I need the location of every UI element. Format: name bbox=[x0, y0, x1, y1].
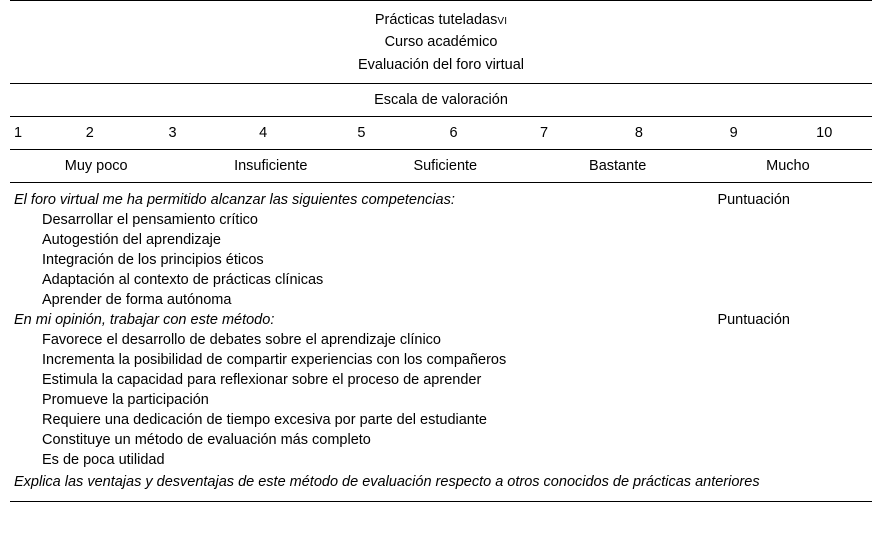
scale-label-suficiente: Suficiente bbox=[413, 158, 478, 175]
title-line-1 bbox=[10, 9, 872, 31]
scale-label-bastante: Bastante bbox=[589, 158, 647, 175]
list-item[interactable]: Integración de los principios éticos bbox=[42, 252, 264, 269]
scale-number-1[interactable]: 1 bbox=[14, 125, 23, 142]
scale-labels-row bbox=[10, 150, 872, 182]
list-item[interactable]: Constituye un método de evaluación más completo bbox=[42, 432, 371, 449]
section-heading bbox=[10, 190, 872, 210]
scale-number-2[interactable]: 2 bbox=[85, 125, 94, 142]
scale-number-4[interactable]: 4 bbox=[259, 125, 268, 142]
list-item[interactable]: Favorece el desarrollo de debates sobre el aprendizaje clínico bbox=[42, 332, 441, 349]
section-competencias bbox=[10, 190, 872, 310]
title-line-3: Evaluación del foro virtual bbox=[357, 56, 525, 73]
scale-heading: Escala de valoración bbox=[374, 92, 508, 109]
section-score-label: Puntuación bbox=[717, 312, 790, 329]
scale-number-8[interactable]: 8 bbox=[634, 125, 643, 142]
form-title-block bbox=[10, 1, 872, 83]
scale-label-muy-poco: Muy poco bbox=[64, 158, 128, 175]
title-main: Prácticas tuteladas bbox=[374, 12, 498, 28]
section-opinion bbox=[10, 310, 872, 470]
section-heading bbox=[10, 310, 872, 330]
bottom-border bbox=[10, 501, 872, 502]
scale-numbers-row bbox=[10, 117, 872, 149]
list-item[interactable]: Aprender de forma autónoma bbox=[42, 292, 232, 309]
list-item[interactable]: Incrementa la posibilidad de compartir experiencias con los compañeros bbox=[42, 352, 507, 369]
title-superscript: VI bbox=[497, 16, 508, 27]
list-item[interactable]: Estimula la capacidad para reflexionar sobre el proceso de aprender bbox=[42, 372, 482, 389]
scale-number-6[interactable]: 6 bbox=[449, 125, 458, 142]
title-line-2: Curso académico bbox=[384, 34, 498, 51]
scale-label-insuficiente: Insuficiente bbox=[234, 158, 308, 175]
scale-number-9[interactable]: 9 bbox=[729, 125, 738, 142]
scale-number-7[interactable]: 7 bbox=[540, 125, 549, 142]
list-item[interactable]: Adaptación al contexto de prácticas clínicas bbox=[42, 272, 324, 289]
section-heading-text: En mi opinión, trabajar con este método: bbox=[14, 312, 275, 329]
list-item[interactable]: Requiere una dedicación de tiempo excesiva por parte del estudiante bbox=[42, 412, 487, 429]
scale-label-mucho: Mucho bbox=[766, 158, 810, 175]
scale-number-3[interactable]: 3 bbox=[168, 125, 177, 142]
questionnaire-body bbox=[10, 183, 872, 501]
list-item[interactable]: Promueve la participación bbox=[42, 392, 209, 409]
section-score-label: Puntuación bbox=[717, 192, 790, 209]
list-item[interactable]: Es de poca utilidad bbox=[42, 452, 165, 469]
section-heading-text: El foro virtual me ha permitido alcanzar las siguientes competencias: bbox=[14, 192, 455, 209]
scale-number-5[interactable]: 5 bbox=[357, 125, 366, 142]
list-item[interactable]: Desarrollar el pensamiento crítico bbox=[42, 212, 258, 229]
scale-number-10[interactable]: 10 bbox=[816, 125, 833, 142]
list-item[interactable]: Autogestión del aprendizaje bbox=[42, 232, 221, 249]
open-question[interactable]: Explica las ventajas y desventajas de este método de evaluación respecto a otros conocidos de prácticas anteriores bbox=[14, 474, 760, 491]
